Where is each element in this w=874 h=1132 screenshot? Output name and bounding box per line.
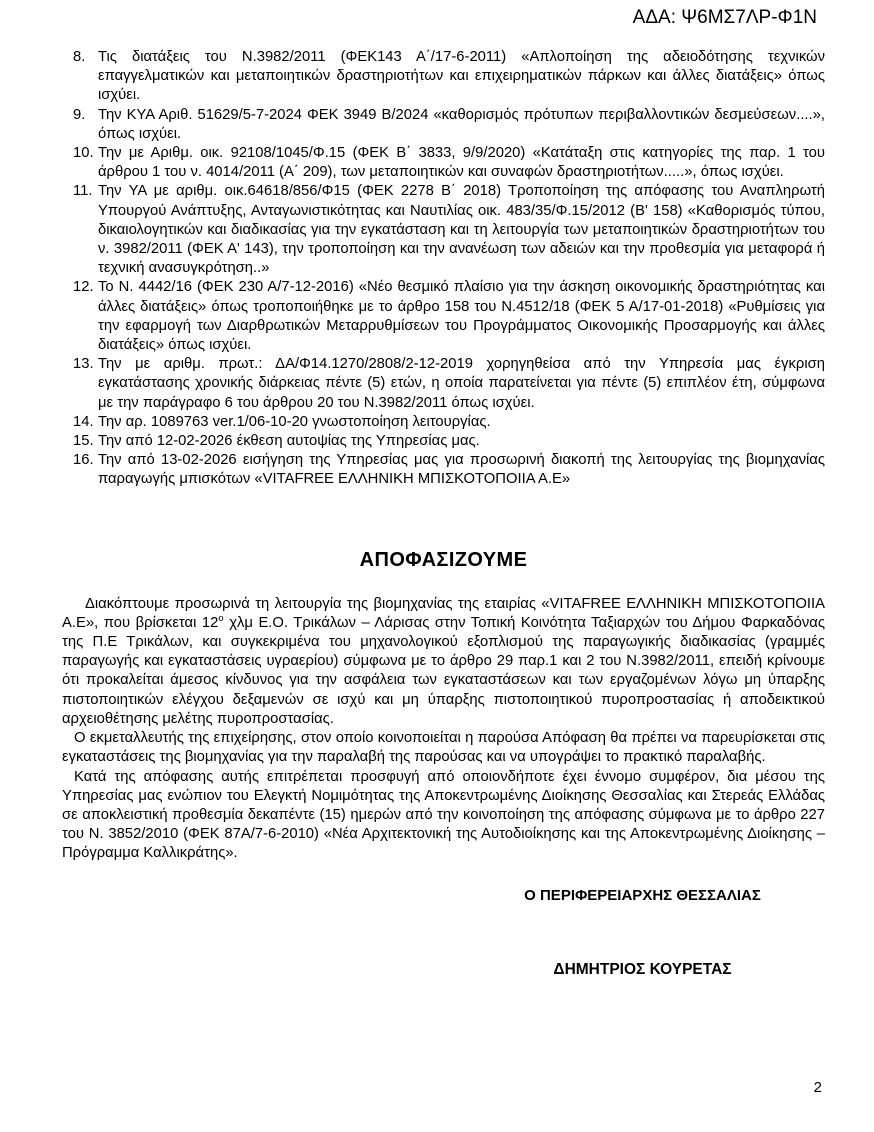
list-item-text: Τις διατάξεις του Ν.3982/2011 (ΦΕΚ143 Α΄/17-6-2011) «Απλοποίηση της αδειοδότησης τεχνικών επαγγελματικών και μεταποιητικών δραστηριοτήτων και επιχειρηματικών πάρκων και άλλες διατάξεις» όπως ισχύει. — [98, 49, 825, 104]
list-item-text: Το Ν. 4442/16 (ΦΕΚ 230 Α/7-12-2016) «Νέο θεσμικό πλαίσιο για την άσκηση οικονομικής δραστηριότητας και άλλες διατάξεις» όπως τροποποιήθηκε με το άρθρο 158 του Ν.4512/18 (ΦΕΚ 5 Α/17-01-2018) «Ρυθμίσεις για την εφαρμογή των Διαρθρωτικών Μεταρρυθμίσεων του Προγράμματος Οικονομικής Προσαρμογής και άλλες διατάξεις» όπως ισχύει. — [98, 279, 825, 354]
list-item-number: 11. — [73, 183, 93, 200]
decision-paragraph-1 — [62, 595, 825, 729]
ordinal-superscript: ο — [218, 612, 224, 624]
page-number: 2 — [813, 1079, 822, 1096]
list-item-text: Την από 13-02-2026 εισήγηση της Υπηρεσίας μας για προσωρινή διακοπή της λειτουργίας της βιομηχανίας παραγωγής μπισκότων «VITAFREE ΕΛΛΗΝΙΚΗ ΜΠΙΣΚΟΤΟΠΟΙΙΑ Α.Ε» — [98, 452, 825, 488]
list-item — [62, 413, 825, 432]
list-item-text: Την ΚΥΑ Αριθ. 51629/5-7-2024 ΦΕΚ 3949 Β/2024 «καθορισμός πρότυπων περιβαλλοντικών δεσμεύσεων....», όπως ισχύει. — [98, 106, 825, 142]
list-item-text: Την με αριθμ. πρωτ.: ΔΑ/Φ14.1270/2808/2-12-2019 χορηγηθείσα από την Υπηρεσία μας έγκριση εγκατάστασης χρονικής διάρκειας πέντε (5) ετών, η οποία παρατείνεται για πέντε (5) επιπλέον έτη, σύμφωνα με την παράγραφο 6 του άρθρου 20 του Ν.3982/2011 όπως ισχύει. — [98, 356, 825, 411]
list-item-number: 16. — [73, 452, 94, 469]
list-item — [62, 106, 825, 144]
list-item-text: Την ΥΑ με αριθμ. οικ.64618/856/Φ15 (ΦΕΚ 2278 Β΄ 2018) Τροποποίηση της απόφασης του Αναπληρωτή Υπουργού Ανάπτυξης, Ανταγωνιστικότητας και Ναυτιλίας οικ. 483/35/Φ.15/2012 (Β' 158) «Καθορισμός τύπου, δικαιολογητικών και διαδικασίας για την εγκατάσταση και τη λειτουργία των μεταποιητικών δραστηριοτήτων του ν. 3982/2011 (ΦΕΚ Α' 143), την τροποποίηση και την ανανέωση των αδειών και την προθεσμία για μεταφορά ή τεχνική ανασυγκρότηση..» — [98, 183, 825, 277]
list-item — [62, 432, 825, 451]
list-item — [62, 182, 825, 278]
list-item-text: Την αρ. 1089763 ver.1/06-10-20 γνωστοποίηση λειτουργίας. — [98, 413, 491, 430]
list-item — [62, 48, 825, 106]
decision-paragraph-3: Κατά της απόφασης αυτής επιτρέπεται προσφυγή από οποιονδήποτε έχει έννομο συμφέρον, δια μέσου της Υπηρεσίας μας ενώπιον του Ελεγκτή Νομιμότητας της Αποκεντρωμένης Διοίκησης Θεσσαλίας και Στερεάς Ελλάδας σε αποκλειστική προθεσμία δεκαπέντε (15) ημερών από την κοινοποίηση της απόφασης σύμφωνα με το άρθρο 227 του Ν. 3852/2010 (ΦΕΚ 87Α/7-6-2010) «Νέα Αρχιτεκτονική της Αυτοδιοίκησης και της Αποκεντρωμένης Διοίκησης – Πρόγραμμα Καλλικράτης». — [62, 768, 825, 862]
list-item — [62, 144, 825, 182]
list-item-number: 13. — [73, 356, 94, 373]
document-body — [62, 48, 825, 980]
list-item — [62, 451, 825, 489]
list-item — [62, 355, 825, 413]
signatory-title: Ο ΠΕΡΙΦΕΡΕΙΑΡΧΗΣ ΘΕΣΣΑΛΙΑΣ — [524, 886, 761, 904]
decision-paragraph-1-text-b: χλμ Ε.Ο. Τρικάλων – Λάρισας στην Τοπική Κοινότητα Ταξιαρχών του Δήμου Φαρκαδόνας της Π.Ε Τρικάλων, και συγκεκριμένα του μηχανολογικού εξοπλισμού της παραγωγικής διαδικασίας (γραμμές παραγωγής και εγκαταστάσεις υγραερίου) σύμφωνα με το άρθρο 29 παρ.1 και 2 του Ν.3982/2011, επειδή κρίνουμε ότι προκαλείται άμεσος κίνδυνος για την ασφάλεια των εγκαταστάσεων και των εργαζομένων λόγω μη ύπαρξης πιστοποιητικών ελέγχου δεξαμενών σε ισχύ και μη ύπαρξης πιστοποιητικού πυροπροστασίας ή αποδεικτικού αρχειοθέτησης μελέτης πυροπροστασίας. — [62, 614, 825, 727]
ada-code: ΑΔΑ: Ψ6ΜΣ7ΛΡ-Φ1Ν — [632, 7, 817, 28]
list-item-number: 15. — [73, 433, 94, 450]
list-item-number: 10. — [73, 145, 94, 162]
list-item-number: 12. — [73, 279, 94, 296]
decision-paragraph-1-text-a: Διακόπτουμε προσωρινά τη λειτουργία της βιομηχανίας της εταιρίας «VITAFREE ΕΛΛΗΝΙΚΗ ΜΠΙΣΚΟΤΟΠΟΙΙΑ Α.Ε», που βρίσκεται 12 — [62, 595, 825, 631]
decision-heading: ΑΠΟΦΑΣΙΖΟΥΜΕ — [359, 548, 528, 571]
list-item-text: Την με Αριθμ. οικ. 92108/1045/Φ.15 (ΦΕΚ Β΄ 3833, 9/9/2020) «Κατάταξη στις κατηγορίες της παρ. 1 του άρθρου 1 του ν. 4014/2011 (Α΄ 209), των μεταποιητικών και συναφών δραστηριοτήτων.....», όπως ισχύει. — [98, 145, 825, 181]
list-item — [62, 278, 825, 355]
decision-paragraph-2: Ο εκμεταλλευτής της επιχείρησης, στον οποίο κοινοποιείται η παρούσα Απόφαση θα πρέπει να παρευρίσκεται στις εγκαταστάσεις της βιομηχανίας για την παραλαβή της παρούσας και να υπογράψει το πρακτικό παραλαβής. — [62, 730, 825, 766]
signatory-name: ΔΗΜΗΤΡΙΟΣ ΚΟΥΡΕΤΑΣ — [553, 960, 732, 978]
list-item-text: Την από 12-02-2026 έκθεση αυτοψίας της Υπηρεσίας μας. — [98, 433, 480, 450]
signature-block — [460, 886, 825, 980]
list-item-number: 8. — [73, 49, 86, 65]
list-item-number: 14. — [73, 413, 94, 430]
list-item-number: 9. — [73, 106, 86, 123]
